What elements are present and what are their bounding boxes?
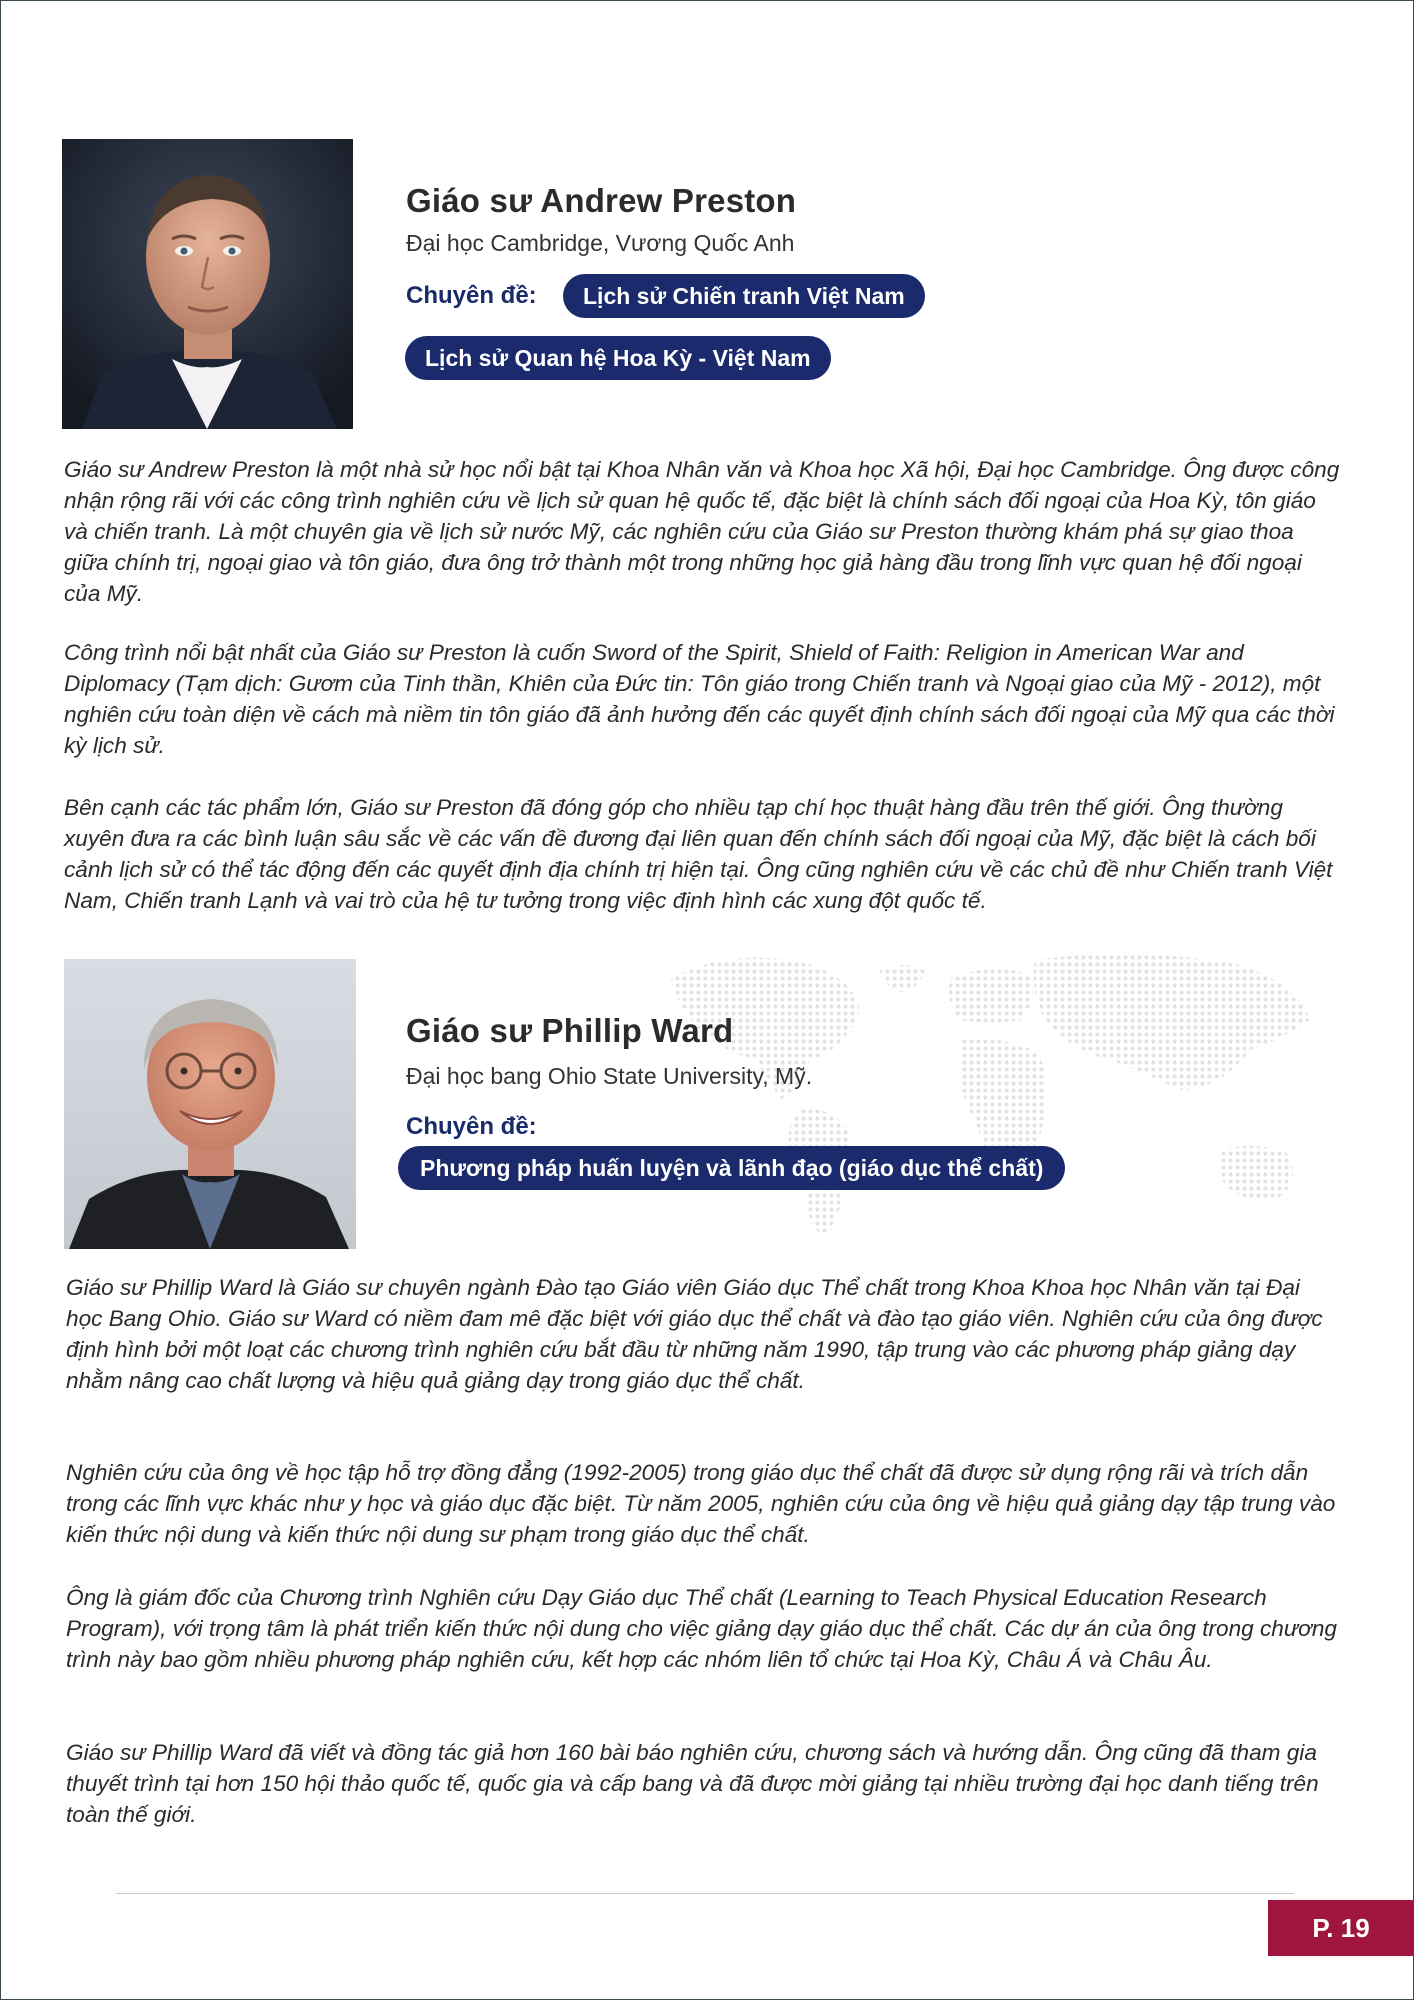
profile-name: Giáo sư Phillip Ward bbox=[406, 1012, 734, 1049]
bio-paragraph: Nghiên cứu của ông về học tập hỗ trợ đồng đẳng (1992-2005) trong giáo dục thể chất đã được sử dụng rộng rãi và trích dẫn trong các lĩnh vực khác như y học và giáo dục đặc biệt. Từ năm 2005, nghiên cứu của ông về hiệu quả giảng dạy tập trung vào kiến thức nội dung và kiến thức nội dung sư phạm trong giáo dục thể chất. bbox=[66, 1460, 1336, 1547]
topic-pill: Lịch sử Chiến tranh Việt Nam bbox=[563, 274, 925, 318]
portrait-phillip-ward bbox=[64, 959, 356, 1249]
profile-name: Giáo sư Andrew Preston bbox=[406, 182, 797, 219]
bio-paragraph: Ông là giám đốc của Chương trình Nghiên cứu Dạy Giáo dục Thể chất (Learning to Teach Physical Education Research Program), với trọng tâm là phát triển kiến thức nội dung cho việc giảng dạy giáo dục thể chất. Các dự án của ông trong chương trình này bao gồm nhiều phương pháp nghiên cứu, kết hợp các nhóm liên tổ chức tại Hoa Kỳ, Châu Á và Châu Âu. bbox=[66, 1585, 1337, 1672]
bio-paragraph: Bên cạnh các tác phẩm lớn, Giáo sư Preston đã đóng góp cho nhiều tạp chí học thuật hàng đầu trên thế giới. Ông thường xuyên đưa ra các bình luận sâu sắc về các vấn đề đương đại liên quan đến chính sách đối ngoại của Mỹ, đặc biệt là cách bối cảnh lịch sử có thể tác động đến các quyết định địa chính trị hiện tại. Ông cũng nghiên cứu về các chủ đề như Chiến tranh Việt Nam, Chiến tranh Lạnh và vai trò của hệ tư tưởng trong việc định hình các xung đột quốc tế. bbox=[64, 795, 1333, 913]
topic-pill: Lịch sử Quan hệ Hoa Kỳ - Việt Nam bbox=[405, 336, 831, 380]
footer-divider bbox=[116, 1893, 1294, 1894]
topic-label: Chuyên đề: bbox=[406, 282, 537, 309]
bio-paragraph: Giáo sư Phillip Ward là Giáo sư chuyên ngành Đào tạo Giáo viên Giáo dục Thể chất trong Khoa Khoa học Nhân văn tại Đại học Bang Ohio. Giáo sư Ward có niềm đam mê đặc biệt với giáo dục thể chất và đào tạo giáo viên. Nghiên cứu của ông được định hình bởi một loạt các chương trình nghiên cứu bắt đầu từ những năm 1990, tập trung vào các phương pháp giảng dạy nhằm nâng cao chất lượng và hiệu quả giảng dạy trong giáo dục thể chất. bbox=[66, 1275, 1323, 1393]
topic-label: Chuyên đề: bbox=[406, 1113, 537, 1140]
profile-affiliation: Đại học bang Ohio State University, Mỹ. bbox=[406, 1063, 813, 1089]
bio-paragraph: Công trình nổi bật nhất của Giáo sư Preston là cuốn Sword of the Spirit, Shield of Faith: Religion in American War and Diplomacy (Tạm dịch: Gươm của Tinh thần, Khiên của Đức tin: Tôn giáo trong Chiến tranh và Ngoại giao của Mỹ - 2012), một nghiên cứu toàn diện về cách mà niềm tin tôn giáo đã ảnh hưởng đến các quyết định chính sách đối ngoại của Mỹ qua các thời kỳ lịch sử. bbox=[64, 640, 1335, 758]
world-map-background bbox=[660, 940, 1340, 1260]
portrait-andrew-preston bbox=[62, 139, 353, 429]
profile-affiliation: Đại học Cambridge, Vương Quốc Anh bbox=[406, 230, 795, 256]
bio-paragraph: Giáo sư Phillip Ward đã viết và đồng tác giả hơn 160 bài báo nghiên cứu, chương sách và hướng dẫn. Ông cũng đã tham gia thuyết trình tại hơn 150 hội thảo quốc tế, quốc gia và cấp bang và đã được mời giảng tại nhiều trường đại học danh tiếng trên toàn thế giới. bbox=[66, 1740, 1319, 1827]
bio-paragraph: Giáo sư Andrew Preston là một nhà sử học nổi bật tại Khoa Nhân văn và Khoa học Xã hội, Đại học Cambridge. Ông được công nhận rộng rãi với các công trình nghiên cứu về lịch sử quan hệ quốc tế, đặc biệt là chính sách đối ngoại của Hoa Kỳ, tôn giáo và chiến tranh. Là một chuyên gia về lịch sử nước Mỹ, các nghiên cứu của Giáo sư Preston thường khám phá sự giao thoa giữa chính trị, ngoại giao và tôn giáo, đưa ông trở thành một trong những học giả hàng đầu trong lĩnh vực quan hệ đối ngoại của Mỹ. bbox=[64, 457, 1340, 606]
page-number-badge: P. 19 bbox=[1268, 1900, 1414, 1956]
topic-pill: Phương pháp huấn luyện và lãnh đạo (giáo dục thể chất) bbox=[398, 1146, 1065, 1190]
